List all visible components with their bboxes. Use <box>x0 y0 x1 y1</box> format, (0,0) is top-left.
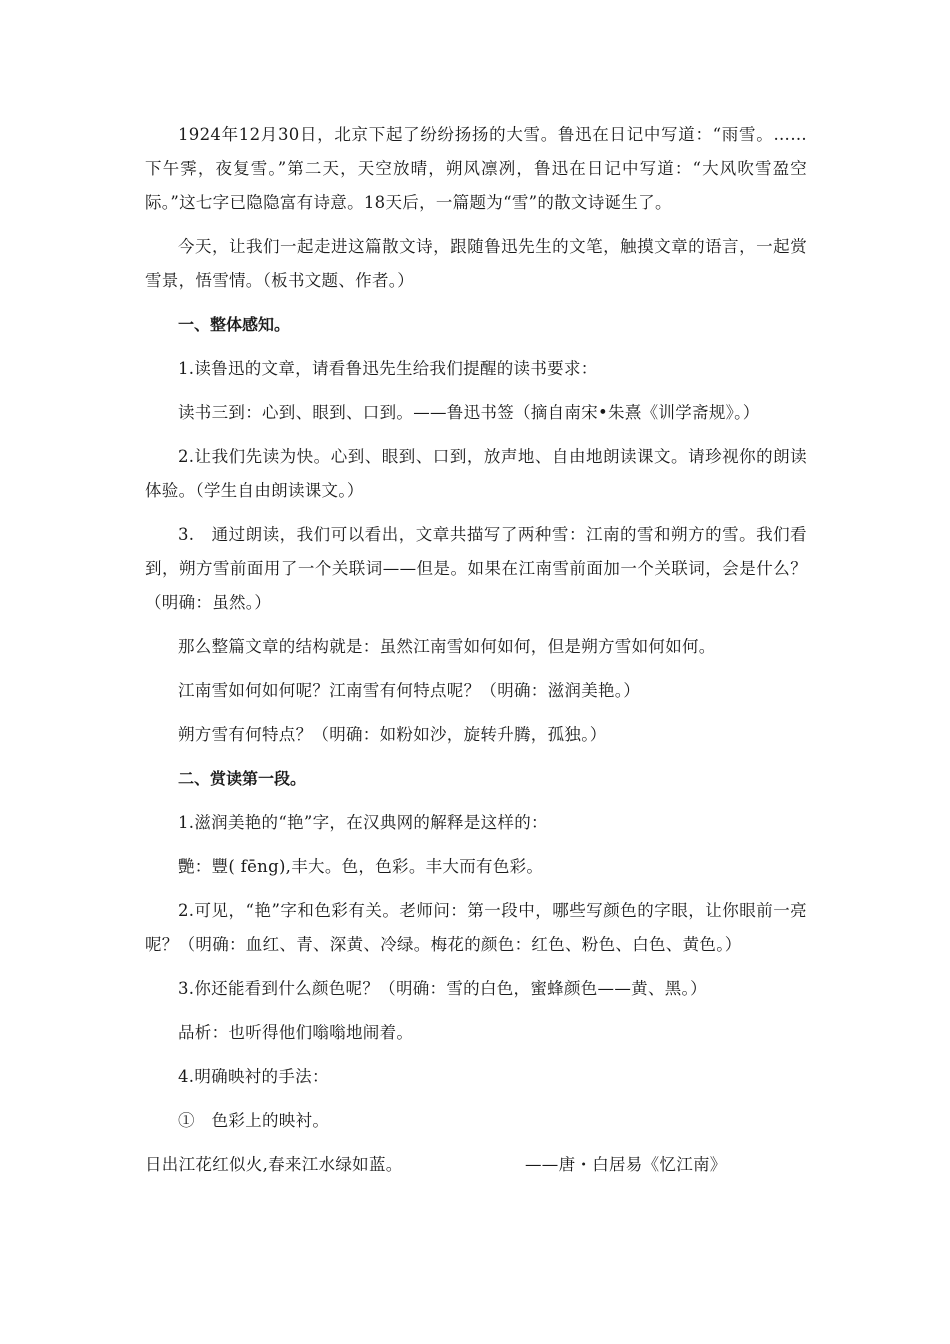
section2-contrast-color: ① 色彩上的映衬。 <box>178 1111 330 1130</box>
poem-source: ——唐・白居易《忆江南》 <box>525 1155 727 1174</box>
intro-paragraph: 1924年12月30日，北京下起了纷纷扬扬的大雪。鲁迅在日记中写道：“雨雪。……下午霁，夜复雪。”第二天，天空放晴，朔风凛冽，鲁迅在日记中写道：“大风吹雪盈空际。”这七字已隐隐富有诗意。18天后，一篇题为“雪”的散文诗诞生了。 <box>145 125 807 212</box>
section1-item-2: 2.让我们先读为快。心到、眼到、口到，放声地、自由地朗读课文。请珍视你的朗读体验。（学生自由朗读课文。） <box>145 447 807 500</box>
today-paragraph: 今天，让我们一起走进这篇散文诗，跟随鲁迅先生的文笔，触摸文章的语言，一起赏雪景，悟雪情。（板书文题、作者。） <box>145 237 807 290</box>
section1-reading-rule: 读书三到：心到、眼到、口到。——鲁迅书签（摘自南宋•朱熹《训学斋规》。） <box>178 403 760 422</box>
section1-item-3: 3. 通过朗读，我们可以看出，文章共描写了两种雪：江南的雪和朔方的雪。我们看到，朔方雪前面用了一个关联词——但是。如果在江南雪前面加一个关联词，会是什么？（明确：虽然。） <box>145 525 807 612</box>
section2-item-2: 2.可见，“艳”字和色彩有关。老师问：第一段中，哪些写颜色的字眼，让你眼前一亮呢？（明确：血红、青、深黄、冷绿。梅花的颜色：红色、粉色、白色、黄色。） <box>145 901 807 954</box>
section1-structure: 那么整篇文章的结构就是：虽然江南雪如何如何，但是朔方雪如何如何。 <box>178 637 716 656</box>
section2-analysis: 品析：也听得他们嗡嗡地闹着。 <box>178 1023 414 1042</box>
section1-jiangnan-snow: 江南雪如何如何呢？江南雪有何特点呢？（明确：滋润美艳。） <box>178 681 641 700</box>
section1-north-snow: 朔方雪有何特点？（明确：如粉如沙，旋转升腾，孤独。） <box>178 725 607 744</box>
poem-line: 日出江花红似火,春来江水绿如蓝。 <box>145 1155 403 1174</box>
section1-item-1: 1.读鲁迅的文章，请看鲁迅先生给我们提醒的读书要求： <box>178 359 598 378</box>
section2-item-1: 1.滋润美艳的“艳”字，在汉典网的解释是这样的： <box>178 813 548 832</box>
document-body <box>145 118 807 1192</box>
poem-quote <box>145 1148 807 1182</box>
section-heading-overall: 一、整体感知。 <box>178 315 291 334</box>
section-heading-first-paragraph: 二、赏读第一段。 <box>178 769 307 788</box>
section2-item-3: 3.你还能看到什么颜色呢？（明确：雪的白色，蜜蜂颜色——黄、黑。） <box>178 979 707 998</box>
section2-definition: 艷：豐( fēng),丰大。色，色彩。丰大而有色彩。 <box>178 857 544 876</box>
section2-item-4: 4.明确映衬的手法： <box>178 1067 329 1086</box>
